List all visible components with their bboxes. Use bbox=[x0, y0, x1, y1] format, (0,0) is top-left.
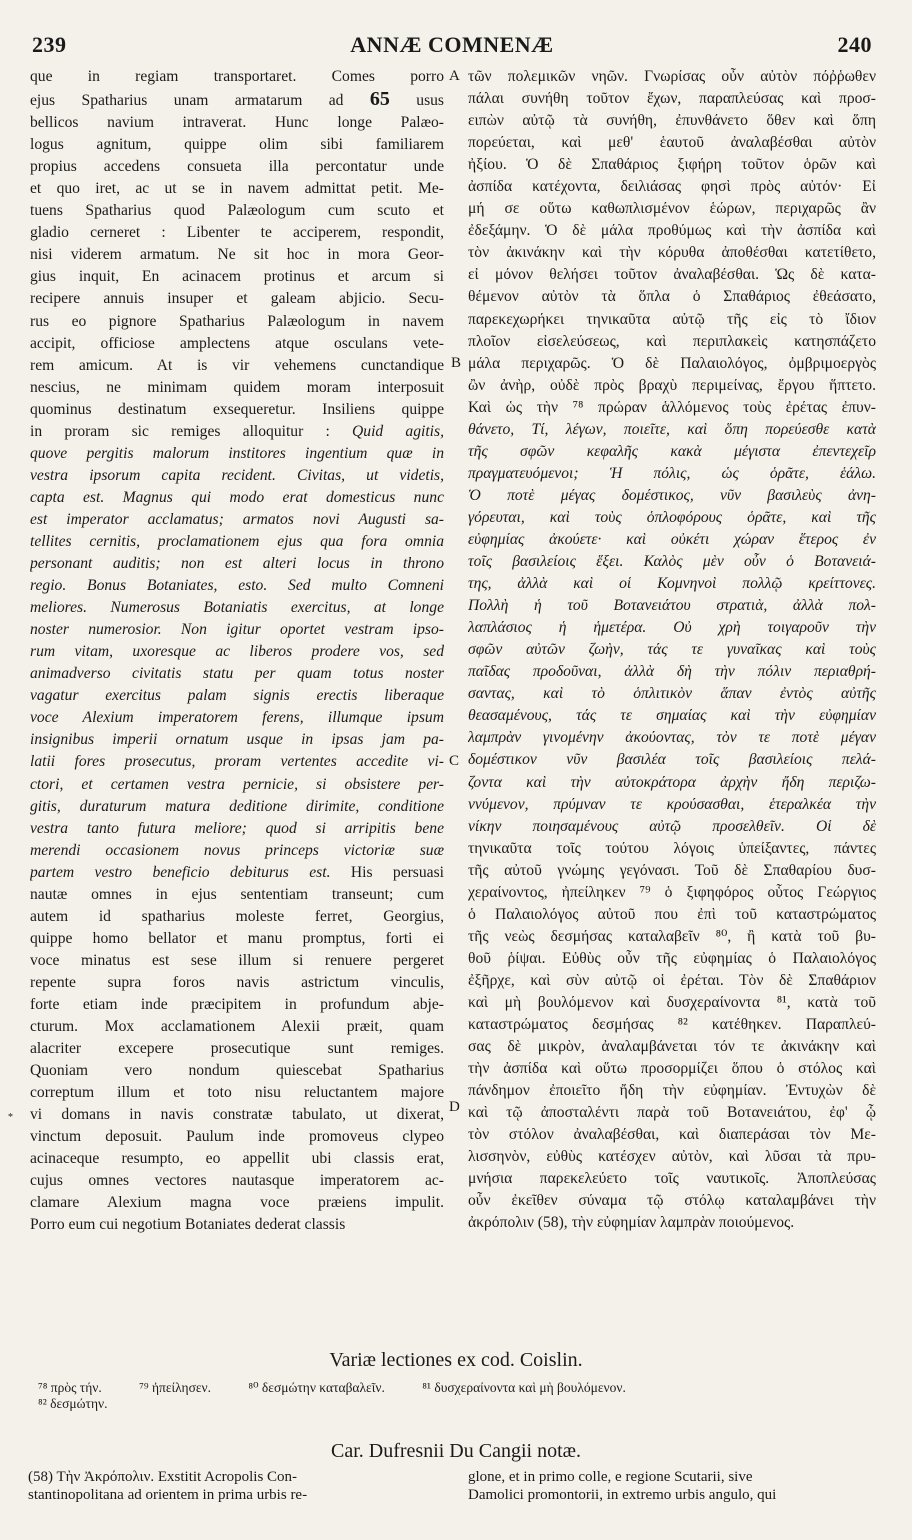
latin-line: vestra ipsorum capita recident. Civitas, ut videtis, bbox=[30, 466, 444, 484]
latin-line: latii fores prosecutus, proram vertentes accedite vi- bbox=[30, 753, 444, 771]
greek-line: τῆς νεὼς δεσμήσας καταλαβεῖν ⁸⁰, ἢ κατὰ τοῦ βυ- bbox=[468, 927, 876, 945]
page-number-left: 239 bbox=[32, 32, 67, 57]
greek-line: ἐδεξάμην. Ὁ δὲ μάλα προθύμως καὶ τὴν ἀσπίδα καὶ bbox=[468, 222, 876, 240]
greek-line: μή σε οὕτω καθωπλισμένον ἑώρων, περιχαρῶς ἂν bbox=[468, 200, 876, 218]
variant-82: ⁸² δεσμώτην. bbox=[38, 1396, 108, 1411]
latin-line: nautæ omnes in ejus sententiam transeunt; cum bbox=[30, 885, 444, 903]
latin-line: vi domans in navis constratæ tabulato, ut dixerat, bbox=[30, 1106, 444, 1124]
latin-line: correptum illum et toto nisu reluctantem majore bbox=[30, 1084, 444, 1102]
latin-line: quove pergitis malorum institores ingentium quæ in bbox=[30, 444, 444, 462]
latin-line: nisi viderem armatum. Ne sit hoc in mora Geor- bbox=[30, 246, 444, 264]
latin-line: et quo iret, ac ut se in navem admittat petit. Me- bbox=[30, 180, 444, 198]
greek-line: θάνετο, Τί, λέγων, ποιεῖτε, καὶ ὅπη πορεύεσθε κατὰ bbox=[468, 420, 876, 438]
section-marker-b: B bbox=[451, 355, 462, 371]
latin-line: est imperator acclamatus; armatos novi Augusti sa- bbox=[30, 510, 444, 528]
latin-line: autem id spatharius moleste ferret, Georgius, bbox=[30, 907, 444, 925]
greek-line: μνήσια παρεκελεύετο τοῖς ναυτικοῖς. Ἀποπλεύσας bbox=[468, 1170, 876, 1188]
greek-line: πλοῖον εἰσελεύσεως, καὶ περιπλακεὶς κατησπάζετο bbox=[468, 332, 876, 350]
greek-line: νίκην ποιησαμένους αὐτῷ προσελθεῖν. Οἱ δὲ bbox=[468, 817, 876, 835]
latin-line: cturum. Mox acclamationem Alexii præit, quam bbox=[30, 1018, 444, 1036]
greek-line: γόρευται, καὶ τοὺς ὁπλοφόρους ὁρᾶτε, καὶ τῆς bbox=[468, 508, 876, 526]
latin-line: animadverso civitatis statu per quam totus noster bbox=[30, 665, 444, 683]
greek-line: ννύμενον, πρύμναν τε κρούσασθαι, ἑτεραλκέα τὴν bbox=[468, 795, 876, 813]
greek-line: καὶ τῷ ἀποσταλέντι παρὰ τοῦ Βοτανειάτου, ἐφ' ᾧ bbox=[468, 1104, 876, 1122]
greek-line: θοῦ ῥίψαι. Εὐθὺς οὖν τῆς εὐφημίας ὁ Παλαιολόγος bbox=[468, 949, 876, 967]
greek-line: πάλαι συνήθη τοῦτον ἔχων, παραπλεύσας καὶ προσ- bbox=[468, 90, 876, 108]
greek-line: τῆς αὐτοῦ γνώμης γεγόνασι. Τοῦ δὲ Σπαθαρίου δυσ- bbox=[468, 861, 876, 879]
greek-line: ζοντα καὶ τὴν αὐτοκράτορα ἀρχὴν ἤδη περιζω- bbox=[468, 773, 876, 791]
latin-line: gladio cerneret : Libenter te acciperem, respondit, bbox=[30, 224, 444, 242]
latin-line: accipit, officiose amplectens atque osculans vete- bbox=[30, 334, 444, 352]
margin-asterisk: * bbox=[8, 1112, 13, 1123]
latin-line: voce minatus est sese illum si renuere pergeret bbox=[30, 951, 444, 969]
greek-line: λαπλάσιος ἡ ἡμετέρα. Οὐ χρὴ τοιγαροῦν τὴν bbox=[468, 619, 876, 637]
latin-line: meliores. Numerosus Botaniatis exercitus, at longe bbox=[30, 599, 444, 617]
latin-line: que in regiam transportaret. Comes porro bbox=[30, 68, 444, 85]
latin-line: tuens Spatharius quod Palæologum cum scuto et bbox=[30, 202, 444, 220]
greek-line: θεασαμένους, τάς τε σημαίας καὶ τὴν εὐφημίαν bbox=[468, 707, 876, 725]
latin-line: quominus destinatum exsequeretur. Insiliens quippe bbox=[30, 400, 444, 418]
greek-line: τῆς σφῶν κεφαλῆς κακὰ μέγιστα ἐπεντεχεῖρ bbox=[468, 442, 876, 460]
latin-line: gius inquit, En acinacem protinus et arcum si bbox=[30, 268, 444, 286]
latin-line: acinaceque resumpto, eo appellit ubi classis erat, bbox=[30, 1150, 444, 1168]
latin-line: vinctum deposuit. Paulum inde promoveus clypeo bbox=[30, 1128, 444, 1146]
latin-line: ejus Spatharius unam armatarum ad 65 usus bbox=[30, 88, 444, 111]
latin-line: ctori, et certamen vestra pernicie, si obsistere per- bbox=[30, 775, 444, 793]
latin-line: logus agnitum, quippe olim sibi familiarem bbox=[30, 136, 444, 154]
variant-81: ⁸¹ δυσχεραίνοντα καὶ μὴ βουλόμενον. bbox=[422, 1380, 626, 1395]
latin-line: tellites cernitis, proclamationem ejus qua fora omnia bbox=[30, 532, 444, 550]
greek-line: παρεκεχωρήκει τηνικαῦτα αὐτῷ τῆς εἰς τὸ ἴδιον bbox=[468, 310, 876, 328]
latin-line: quippe homo bellator et manu promptus, forti ei bbox=[30, 929, 444, 947]
variant-readings-row bbox=[38, 1380, 874, 1396]
greek-line: τὸν ἀκινάκην καὶ τὴν κόρυθα ἀποθέσθαι κατετίθετο, bbox=[468, 244, 876, 262]
greek-line: λισσηνὸν, εὐθὺς κατέσχεν αὐτὸν, καὶ λῦσαι τὰ πρυ- bbox=[468, 1148, 876, 1166]
variant-readings-row bbox=[38, 1396, 874, 1412]
section-marker-d: D bbox=[449, 1099, 460, 1115]
greek-line: σαντας, καὶ τὸ ὁπλιτικὸν ἅπαν ἐντὸς αὐτῆς bbox=[468, 685, 876, 703]
greek-line: ὁ Παλαιολόγος αὐτοῦ που ἐπὶ τοῦ καταστρώματος bbox=[468, 905, 876, 923]
greek-line: καὶ μὴ βουλόμενον καὶ δυσχεραίνοντα ⁸¹, κατὰ τοῦ bbox=[468, 993, 876, 1011]
greek-line: ἀκρόπολιν (58), τὴν εὐφημίαν λαμπρὰν ποιούμενος. bbox=[468, 1214, 795, 1232]
latin-line: Quoniam vero nondum quiescebat Spatharius bbox=[30, 1062, 444, 1080]
latin-line: cujus omnes vectores nautasque imperatorem ac- bbox=[30, 1172, 444, 1190]
latin-line: noster numerosior. Non igitur oportet vestram ipso- bbox=[30, 621, 444, 639]
section-marker-c: C bbox=[449, 753, 460, 769]
latin-line: propius accedens consueta illa percontatur unde bbox=[30, 158, 444, 176]
latin-line: alacriter excepere prosecutique sunt remiges. bbox=[30, 1040, 444, 1058]
latin-line: bellicos navium intraverat. Hunc longe Palæo- bbox=[30, 114, 444, 132]
greek-line: Πολλὴ ἡ τοῦ Βοτανειάτου στρατιὰ, ἀλλὰ πολ- bbox=[468, 597, 876, 615]
latin-line: recipere annuis insuper et galeam abjicio. Secu- bbox=[30, 290, 444, 308]
greek-line: ὢν ἀνὴρ, οὐδὲ πρὸς βραχὺ περιμείνας, ἔργου ἥπτετο. bbox=[468, 376, 876, 394]
greek-line: τοῖς βασιλείοις ἕξει. Καλὸς μὲν οὖν ὁ Βοτανειά- bbox=[468, 553, 876, 571]
variant-readings-heading: Variæ lectiones ex cod. Coislin. bbox=[329, 1349, 583, 1371]
greek-line: της, ἀλλὰ καὶ οἱ Κομνηνοὶ πολλῷ κρείττονες. bbox=[468, 575, 876, 593]
variant-80: ⁸⁰ δεσμώτην καταβαλεῖν. bbox=[248, 1380, 385, 1395]
latin-line: capta est. Magnus qui modo erat domesticus nunc bbox=[30, 488, 444, 506]
latin-line: in proram sic remiges alloquitur : Quid agitis, bbox=[30, 422, 444, 440]
latin-line: regio. Bonus Botaniates, esto. Sed multo Comneni bbox=[30, 577, 444, 595]
latin-line: insignibus imperii ornatum usque in ipsas jam pa- bbox=[30, 731, 444, 749]
greek-line: ἀσπίδα κατέχοντα, δειλιάσας φησὶ πρὸς αὐτόν· Εἰ bbox=[468, 178, 876, 196]
greek-line: τηνικαῦτα τοῖς τούτου λόγοις ὑπείξαντες, πάντες bbox=[468, 839, 876, 857]
note-line: (58) Τὴν Ἀκρόπολιν. Exstitit Acropolis Con- bbox=[28, 1469, 298, 1485]
latin-line: rum vitam, uxoresque ac liberos prodere vos, sed bbox=[30, 643, 444, 661]
latin-line: Porro eum cui negotium Botaniates dederat classis bbox=[30, 1216, 346, 1234]
running-title: ANNÆ COMNENÆ bbox=[350, 32, 554, 57]
greek-line: λαμπρὰν γινομένην ἀκούοντας, τὸν τε ποτὲ μέγαν bbox=[468, 729, 876, 747]
chapter-number: 65 bbox=[369, 88, 390, 111]
greek-line: σας δὲ μικρὸν, ἀναλαμβάνεται τόν τε ἀκινάκην καὶ bbox=[468, 1038, 876, 1056]
page-number-right: 240 bbox=[837, 32, 872, 57]
latin-line: vestra tanto futura meliore; quod si arripitis bene bbox=[30, 819, 444, 837]
section-marker-a: A bbox=[449, 68, 460, 84]
greek-line: παῖδας προδοῦναι, ἀλλὰ δὴ τὴν πόλιν περιαθρή- bbox=[468, 663, 876, 681]
latin-line: partem vestro beneficio debiturus est. His persuasi bbox=[30, 863, 444, 881]
notes-heading: Car. Dufresnii Du Cangii notæ. bbox=[331, 1440, 581, 1462]
greek-line: χεραίνοντος, ἠπείληκεν ⁷⁹ ὁ ξιφηφόρος οὗτος Γεώργιος bbox=[468, 883, 876, 901]
greek-line: Καὶ ὡς τὴν ⁷⁸ πρώραν ἁλλόμενος τοὺς ἐρέτας ἐπυν- bbox=[468, 398, 876, 416]
greek-line: εἰ μόνον θελήσει τοῦτον ἀναλαβέσθαι. Ὡς δὲ κατα- bbox=[468, 266, 876, 284]
note-left-column bbox=[28, 1468, 442, 1504]
greek-line: τὴν ἀσπίδα καὶ οὕτω προσορμίζει ὅπου ὁ στόλος καὶ bbox=[468, 1060, 876, 1078]
note-right-column bbox=[468, 1468, 880, 1504]
note-line: Damolici promontorii, in extremo urbis angulo, qui bbox=[468, 1487, 777, 1503]
note-line: stantinopolitana ad orientem in prima urbis re- bbox=[28, 1487, 308, 1503]
latin-line: rus eo pignore Spatharius Palæologum in navem bbox=[30, 312, 444, 330]
latin-line: voce Alexium imperatorem ferens, illumque ipsum bbox=[30, 709, 444, 727]
greek-line: τῶν πολεμικῶν νηῶν. Γνωρίσας οὖν αὐτὸν πόῤῥωθεν bbox=[468, 68, 876, 85]
latin-line: vagatur exercitus palam signis erectis liberaque bbox=[30, 687, 444, 705]
greek-line: τὸν στόλον ἀναλαβέσθαι, καὶ διαπεράσαι τὸν Με- bbox=[468, 1126, 876, 1144]
latin-line: merendi occasionem novus princeps victoriæ suæ bbox=[30, 841, 444, 859]
greek-line: πορεύεται, καὶ μεθ' ἑαυτοῦ ἀναλαβέσθαι αὐτὸν bbox=[468, 134, 876, 152]
latin-line: repente supra foros navis astrictum vinculis, bbox=[30, 973, 444, 991]
greek-line: μάλα περιχαρῶς. Ὁ δὲ Παλαιολόγος, ὀμβριμοεργὸς bbox=[468, 354, 876, 372]
greek-line: εὐφημίας ἀκούετε· καὶ οὐκέτι χώραν ἕτερος ἐν bbox=[468, 530, 876, 548]
latin-column bbox=[30, 66, 444, 1236]
greek-line: θέμενον αὐτὸν τὰ ὅπλα ὁ Σπαθάριος ἐθεάσατο, bbox=[468, 288, 876, 306]
greek-column bbox=[468, 66, 876, 1234]
greek-line: ἠξίου. Ὁ δὲ Σπαθάριος ξιφήρη τοῦτον ὁρῶν καὶ bbox=[468, 156, 876, 174]
running-header bbox=[32, 32, 872, 62]
latin-line: gitis, duraturum matura deditione dirimite, conditione bbox=[30, 797, 444, 815]
latin-line: nescius, ne minimam quidem moram interposuit bbox=[30, 378, 444, 396]
greek-line: ειπὼν αὐτῷ τὰ συνήθη, ἐπυνθάνετο ὅθεν καὶ ὅπη bbox=[468, 112, 876, 130]
greek-line: δομέστικον νῦν βασιλέα τοῖς βασιλείοις πελά- bbox=[468, 751, 876, 769]
greek-line: πάνδημον ἐποιεῖτο ἤδη τὴν εὐφημίαν. Ἐντυχὼν δὲ bbox=[468, 1082, 876, 1100]
greek-line: πραγματευόμενοι; Ἡ πόλις, ὡς ὁρᾶτε, ἑάλω. bbox=[468, 464, 876, 482]
latin-line: forte etiam inde præcipitem in profundum abje- bbox=[30, 995, 444, 1013]
note-line: glone, et in primo colle, e regione Scutarii, sive bbox=[468, 1469, 753, 1485]
greek-line: οὖν ἐκεῖθεν σύναμα τῷ στόλῳ καταλαμβάνει τὴν bbox=[468, 1192, 876, 1210]
variant-78: ⁷⁸ πρὸς τήν. bbox=[38, 1380, 102, 1395]
greek-line: σφῶν αὐτῶν ζωὴν, τάς τε γυναῖκας καὶ τοὺς bbox=[468, 641, 876, 659]
greek-line: Ὁ ποτὲ μέγας δομέστικος, νῦν βασιλεὺς ἀνη- bbox=[468, 486, 876, 504]
latin-line: personant auditis; non est alteri locus in throno bbox=[30, 555, 444, 573]
latin-line: clamare Alexium magna voce præiens impulit. bbox=[30, 1194, 444, 1212]
latin-line: rem amicum. At is vir vehemens cunctandique bbox=[30, 356, 444, 374]
greek-line: ἐξῆρχε, καὶ σὺν αὐτῷ οἱ ἐρέται. Τὸν δὲ Σπαθάριον bbox=[468, 971, 876, 989]
greek-line: καταστρώματος δεσμήσας ⁸² κατέθηκεν. Παραπλεύ- bbox=[468, 1016, 876, 1034]
variant-79: ⁷⁹ ἠπείλησεν. bbox=[139, 1380, 212, 1395]
